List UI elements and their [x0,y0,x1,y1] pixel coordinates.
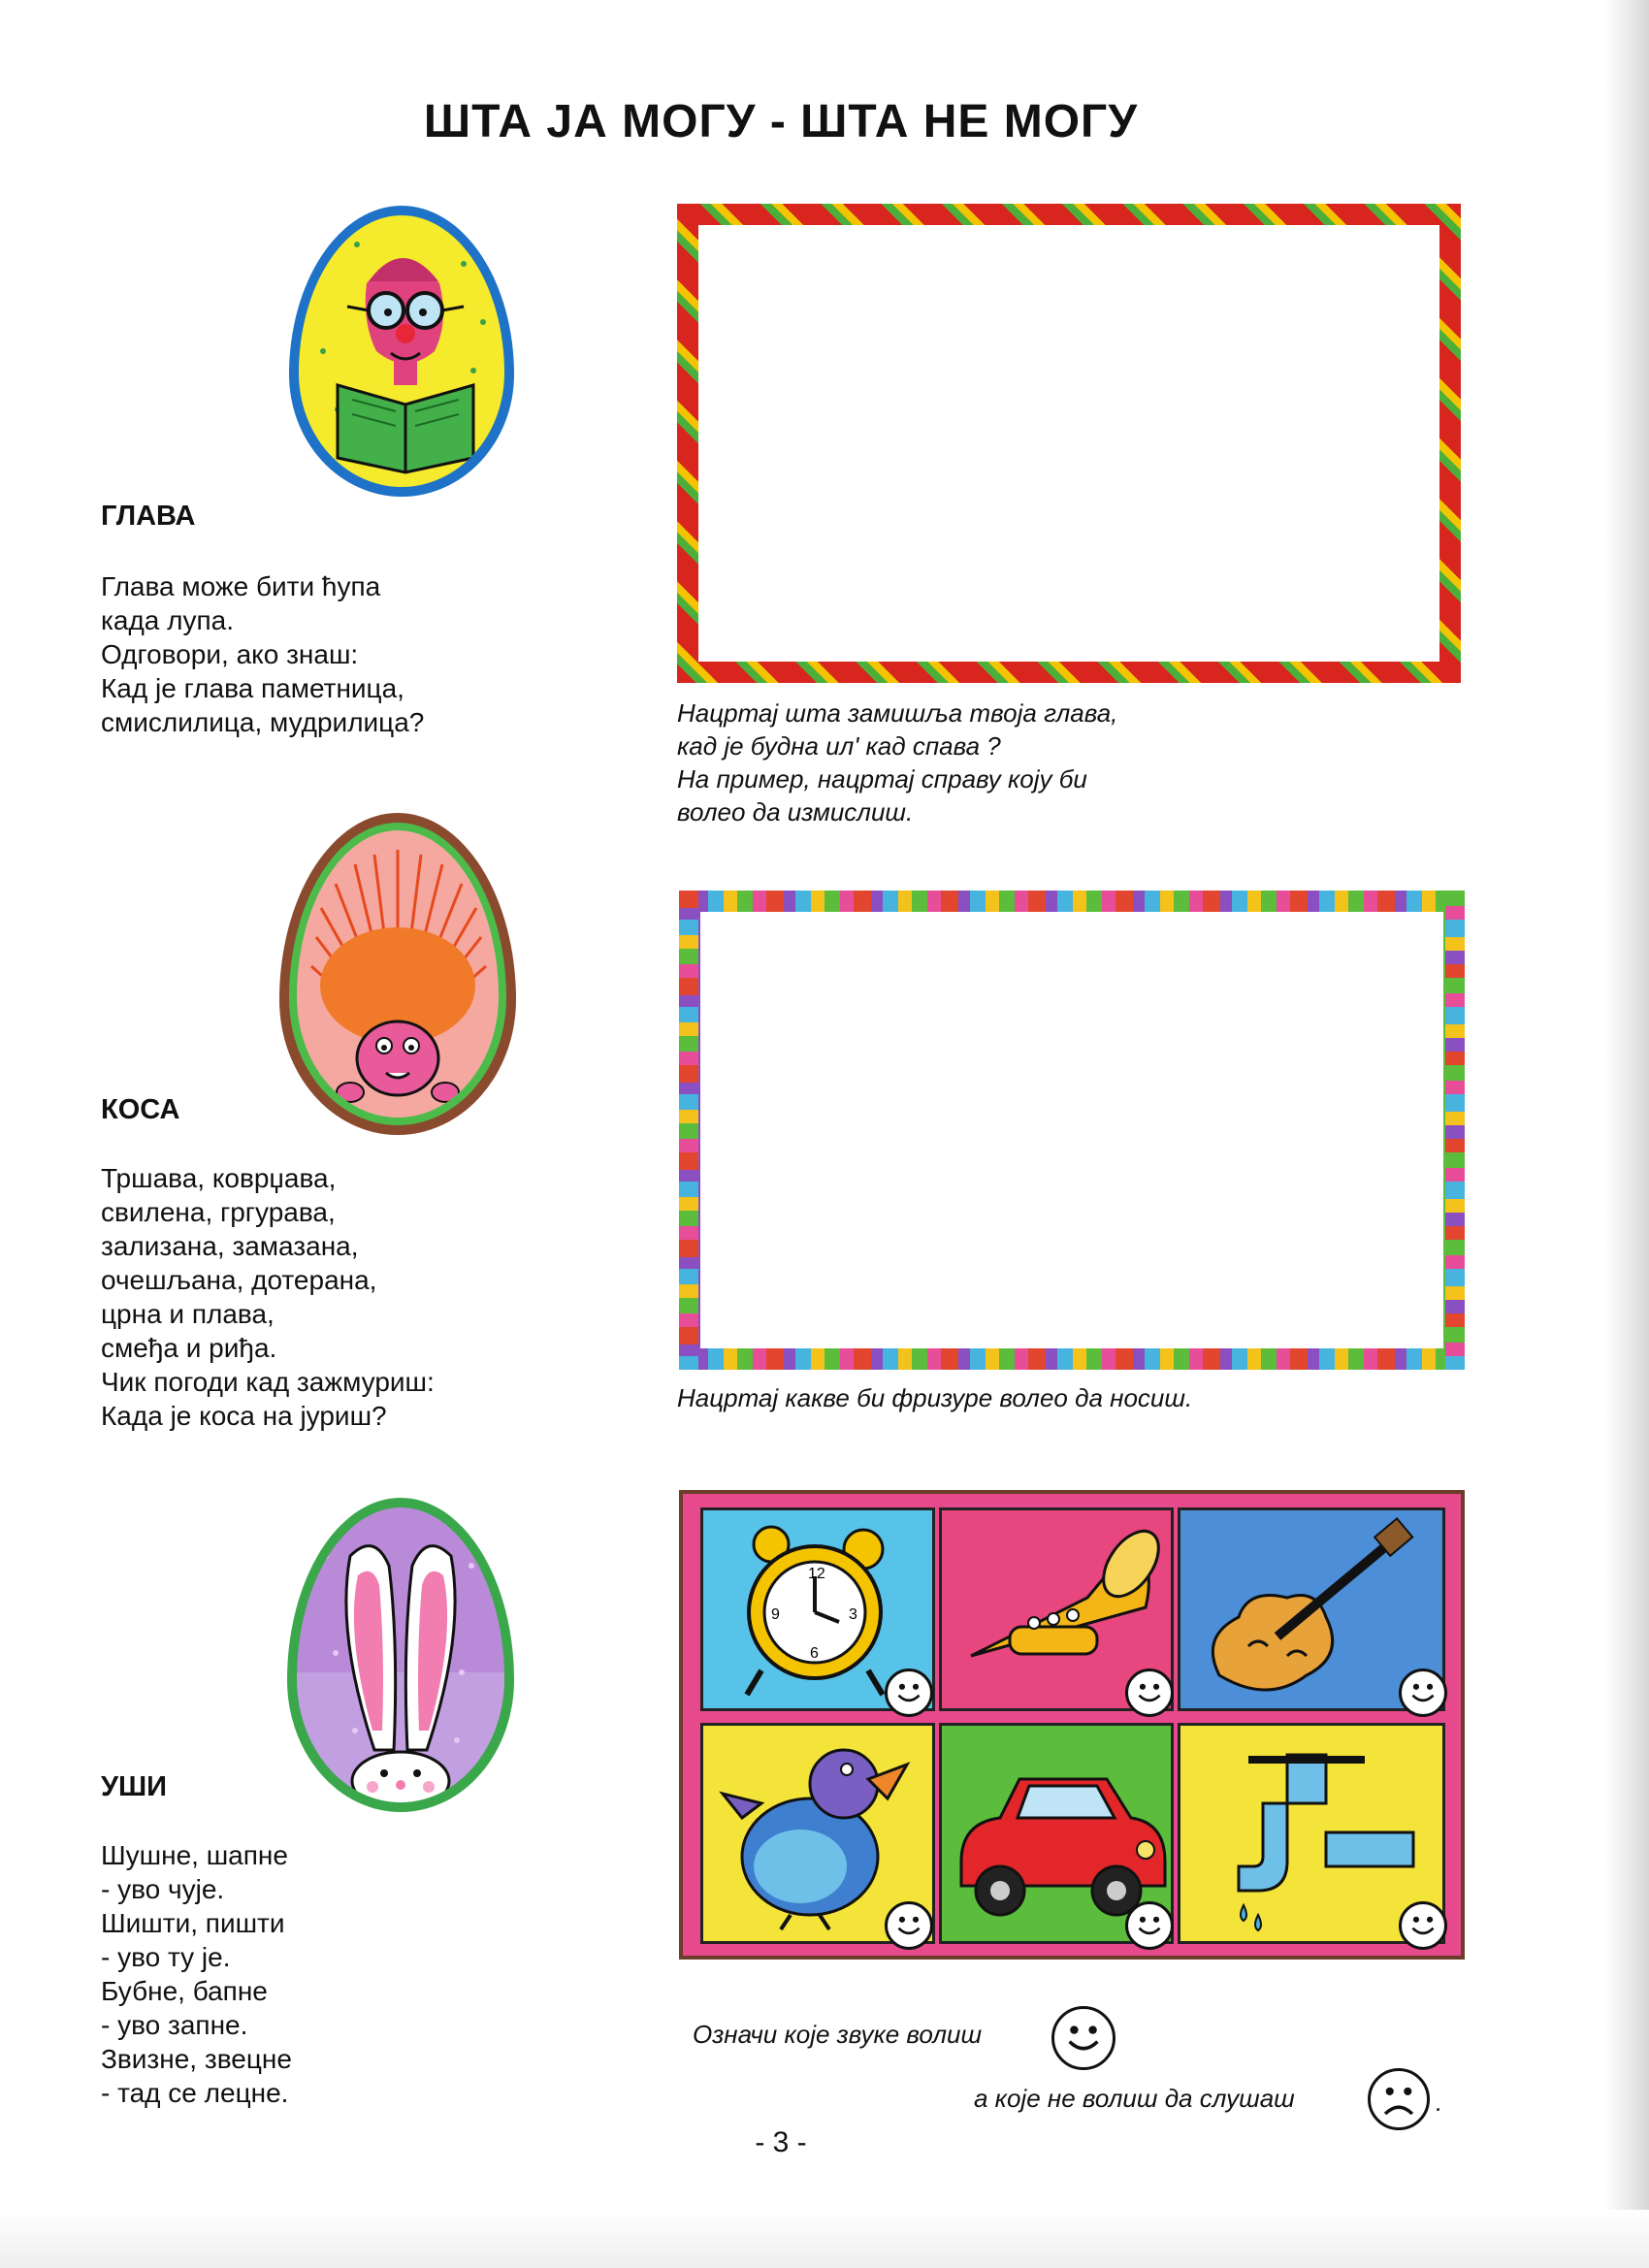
poem-line: - уво запне. [101,2010,248,2040]
caption-line: На пример, нацртај справу коју би [677,764,1087,794]
smiley-face-icon[interactable] [885,1669,933,1717]
smiley-face-icon[interactable] [885,1901,933,1950]
poem-hair [101,1161,435,1433]
poem-line: Звизне, звецне [101,2044,292,2074]
svg-text:9: 9 [771,1606,780,1623]
smiley-face-icon[interactable] [1399,1669,1447,1717]
poem-line: Бубне, бапне [101,1976,268,2006]
page-bottom-shadow [0,2210,1649,2268]
frame-left-border [679,891,698,1370]
poem-line: - уво чује. [101,1874,225,1904]
frame-right-border [1445,891,1465,1370]
poem-line: смеђа и риђа. [101,1333,277,1363]
poem-line: Тршава, коврџава, [101,1163,337,1193]
caption-hair [677,1381,1192,1414]
page-edge-shadow [1604,0,1649,2268]
page-number: - 3 - [755,2126,807,2158]
poem-line: црна и плава, [101,1299,275,1329]
caption-line: Означи које звуке волиш [693,2020,983,2049]
poem-line: Шишти, пишти [101,1908,285,1938]
poem-line: Глава може бити ћупа [101,571,381,601]
heading-hair: КОСА [101,1094,180,1125]
smiley-face-icon [1054,2009,1113,2067]
caption-line: Нацртај шта замишља твоја глава, [677,698,1118,728]
heading-ears: УШИ [101,1771,168,1802]
caption-line: волео да измислиш. [677,797,914,826]
caption-end-dot: . [1436,2088,1443,2117]
caption-ears-like [693,2018,982,2051]
poem-line: - тад се лецне. [101,2078,289,2108]
egg-illustration-hair [279,813,516,1135]
poem-ears [101,1838,292,2110]
svg-text:12: 12 [808,1566,825,1582]
spiky-hair-icon [297,830,499,1118]
caption-line: а које не волиш да слушаш [974,2084,1295,2113]
happy-face-legend-icon [1051,2006,1116,2070]
page-title: ШТА ЈА МОГУ - ШТА НЕ МОГУ [423,96,1139,147]
poem-line: смислилица, мудрилица? [101,707,425,737]
poem-line: свилена, гргурава, [101,1197,336,1227]
poem-line: очешљана, дотерана, [101,1265,377,1295]
svg-text:3: 3 [849,1606,857,1623]
boy-reading-icon [299,215,504,487]
poem-line: Када је коса на јуриш? [101,1401,387,1431]
drawing-area-hair[interactable] [679,891,1465,1370]
smiley-face-icon[interactable] [1125,1669,1174,1717]
sound-picture-grid [679,1490,1465,1960]
poem-line: Кад је глава паметница, [101,673,404,703]
sad-face-icon [1371,2071,1427,2127]
drawing-canvas-head[interactable] [698,225,1439,662]
caption-line: Нацртај какве би фризуре волео да носиш. [677,1383,1193,1412]
egg-illustration-head [289,206,514,497]
egg-illustration-ears [287,1498,514,1812]
sad-face-legend-icon [1368,2068,1430,2130]
poem-line: - уво ту је. [101,1942,231,1972]
poem-line: Чик погоди кад зажмуриш: [101,1367,435,1397]
caption-line: кад је будна ил' кад спава ? [677,731,1001,761]
poem-line: Шушне, шапне [101,1840,288,1870]
poem-line: зализана, замазана, [101,1231,359,1261]
smiley-face-icon[interactable] [1125,1901,1174,1950]
poem-head [101,569,424,739]
svg-text:6: 6 [810,1645,819,1662]
caption-ears-dislike [974,2082,1295,2115]
drawing-area-head[interactable] [677,204,1461,683]
drawing-canvas-hair[interactable] [700,912,1443,1348]
poem-line: када лупа. [101,605,234,635]
bunny-ears-icon [297,1507,504,1802]
caption-head [677,697,1117,828]
poem-line: Одговори, ако знаш: [101,639,359,669]
smiley-face-icon[interactable] [1399,1901,1447,1950]
heading-head: ГЛАВА [101,501,196,532]
